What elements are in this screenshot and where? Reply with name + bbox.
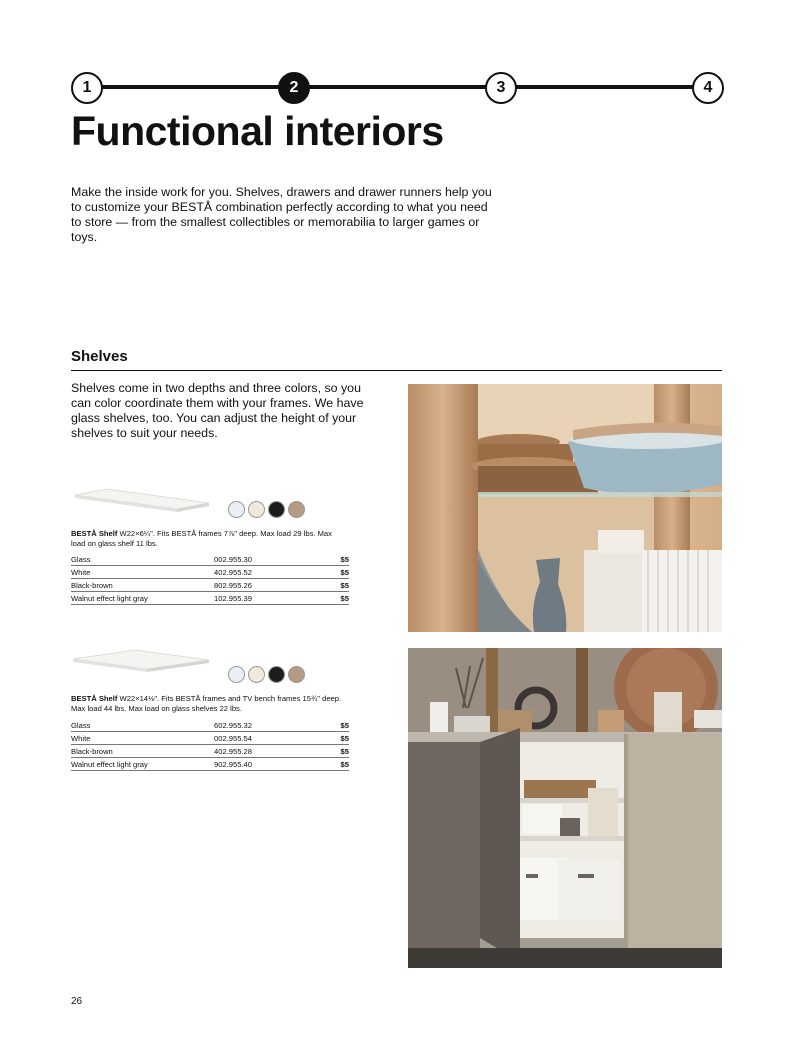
swatch-black-brown[interactable] <box>268 666 285 683</box>
product-spec: W22×6¼". Fits BESTÅ frames 7⅞" deep. Max load 29 lbs. Max load on glass shelf 11 lbs. <box>71 529 332 548</box>
intro-text: Make the inside work for you. Shelves, drawers and drawer runners help you to customize your BESTÅ combination perfectly according to what you need to store — from the smallest collectibles or memorabilia to larger games or toys. <box>71 185 492 244</box>
article-number: 402.955.52 <box>214 566 299 579</box>
swatch-white[interactable] <box>248 501 265 518</box>
price: $5 <box>299 758 349 771</box>
swatch-black-brown[interactable] <box>268 501 285 518</box>
table-row <box>71 579 349 592</box>
swatch-walnut[interactable] <box>288 501 305 518</box>
variant-color: Black-brown <box>71 579 214 592</box>
swatch-glass[interactable] <box>228 666 245 683</box>
section-divider <box>71 370 722 371</box>
page-title: Functional interiors <box>71 108 444 154</box>
variant-color: White <box>71 566 214 579</box>
swatch-white[interactable] <box>248 666 265 683</box>
table-row <box>71 719 349 732</box>
article-number: 402.955.28 <box>214 745 299 758</box>
swatch-glass[interactable] <box>228 501 245 518</box>
product-name: BESTÅ Shelf <box>71 529 118 538</box>
table-row <box>71 758 349 771</box>
product-spec: W22×14⅛". Fits BESTÅ frames and TV bench frames 15¾" deep. Max load 44 lbs. Max load on glass shelves 22 lbs. <box>71 694 342 713</box>
table-row <box>71 592 349 605</box>
variant-color: Walnut effect light gray <box>71 758 214 771</box>
variant-color: Glass <box>71 719 214 732</box>
page-number: 26 <box>71 996 83 1007</box>
article-number: 602.955.32 <box>214 719 299 732</box>
step-4: 4 <box>692 72 724 104</box>
price: $5 <box>299 592 349 605</box>
price: $5 <box>299 579 349 592</box>
color-swatches <box>228 501 305 518</box>
step-3: 3 <box>485 72 517 104</box>
variant-color: Black-brown <box>71 745 214 758</box>
article-number: 802.955.26 <box>214 579 299 592</box>
article-number: 902.955.40 <box>214 758 299 771</box>
product-description <box>71 529 346 549</box>
shelf-product-image <box>71 487 211 513</box>
article-number: 002.955.54 <box>214 732 299 745</box>
section-body: Shelves come in two depths and three colors, so you can color coordinate them with your frames. We have glass shelves, too. You can adjust the height of your shelves to suit your needs. <box>71 381 364 440</box>
product-name: BESTÅ Shelf <box>71 694 118 703</box>
price: $5 <box>299 719 349 732</box>
variant-color: Walnut effect light gray <box>71 592 214 605</box>
shelf-product-image <box>71 648 211 674</box>
swatch-walnut[interactable] <box>288 666 305 683</box>
table-row <box>71 745 349 758</box>
price-table <box>71 719 349 771</box>
photo-glass-shelf <box>408 384 722 632</box>
photo-open-cabinet <box>408 648 722 968</box>
variant-color: Glass <box>71 553 214 566</box>
price: $5 <box>299 566 349 579</box>
table-row <box>71 732 349 745</box>
step-1: 1 <box>71 72 103 104</box>
step-connector <box>100 85 700 89</box>
table-row <box>71 566 349 579</box>
color-swatches <box>228 666 305 683</box>
price: $5 <box>299 732 349 745</box>
section-title: Shelves <box>71 348 128 365</box>
variant-color: White <box>71 732 214 745</box>
price: $5 <box>299 553 349 566</box>
price: $5 <box>299 745 349 758</box>
product-description <box>71 694 346 714</box>
article-number: 002.955.30 <box>214 553 299 566</box>
step-2: 2 <box>278 72 310 104</box>
price-table <box>71 553 349 605</box>
table-row <box>71 553 349 566</box>
article-number: 102.955.39 <box>214 592 299 605</box>
